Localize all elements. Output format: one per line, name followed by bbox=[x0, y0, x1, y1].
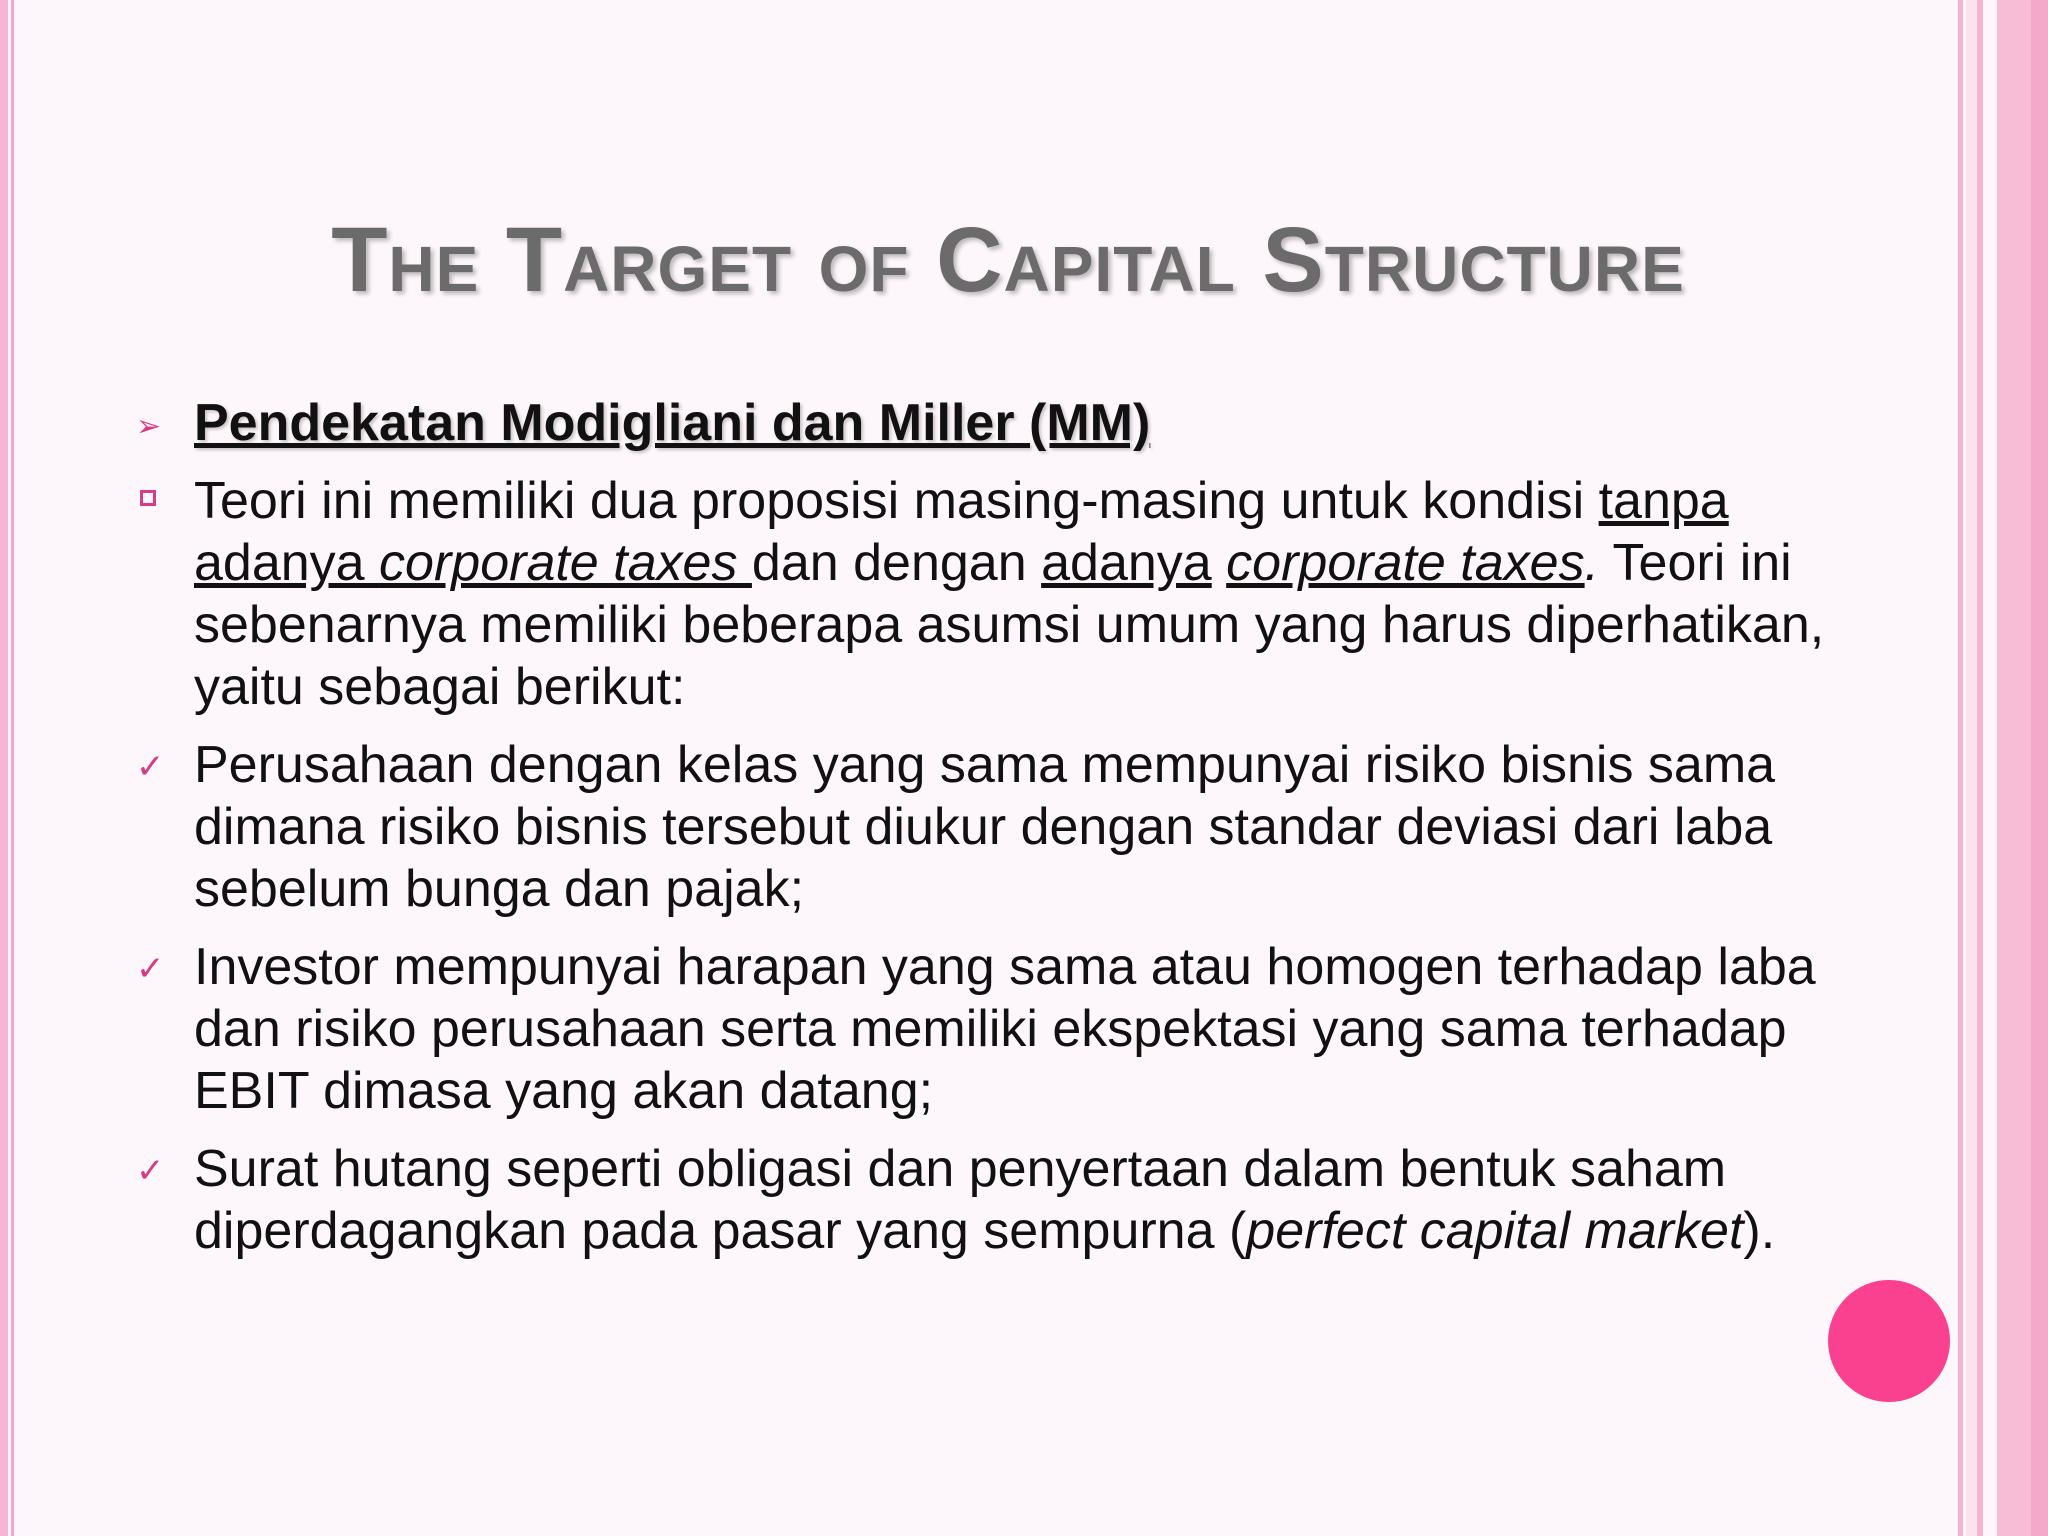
intro-text: . bbox=[1584, 534, 1600, 592]
assumption-term-perfect-capital-market: perfect capital market bbox=[1246, 1202, 1744, 1260]
list-item-assumption bbox=[136, 936, 1896, 1122]
intro-term-corporate-taxes: corporate taxes bbox=[379, 534, 752, 592]
intro-text: Teori ini sebenarnya memiliki beberapa asumsi umum yang harus diperhatikan, yaitu sebagai berikut: bbox=[194, 534, 1825, 716]
intro-term-corporate-taxes: corporate taxes bbox=[1226, 534, 1585, 592]
slide-title: The Target of Capital Structure bbox=[331, 209, 1685, 311]
list-item-assumption bbox=[136, 1138, 1896, 1262]
arrow-bullet-icon: ➢ bbox=[136, 410, 162, 443]
assumption-text: Investor mempunyai harapan yang sama atau homogen terhadap laba dan risiko perusahaan serta memiliki ekspektasi yang sama terhadap EBIT dimasa yang akan datang; bbox=[194, 938, 1816, 1120]
assumption-text: Surat hutang seperti obligasi dan penyertaan dalam bentuk saham diperdagangkan pada pasar yang sempurna ( bbox=[194, 1140, 1727, 1260]
decorative-pink-circle bbox=[1828, 1280, 1950, 1402]
right-border-stripe bbox=[2031, 0, 2048, 1536]
slide-body bbox=[136, 392, 1896, 1278]
check-bullet-icon: ✓ bbox=[136, 748, 165, 786]
intro-underlined-text: tanpa adanya bbox=[194, 472, 1729, 592]
check-bullet-icon: ✓ bbox=[136, 950, 165, 988]
section-heading: Pendekatan Modigliani dan Miller (MM) bbox=[194, 394, 1151, 452]
check-bullet-icon: ✓ bbox=[136, 1152, 165, 1190]
intro-underlined-text: adanya bbox=[1041, 534, 1212, 592]
assumption-text: ). bbox=[1743, 1202, 1776, 1260]
square-bullet-icon bbox=[140, 490, 156, 506]
intro-text bbox=[1212, 534, 1226, 592]
assumption-text: Perusahaan dengan kelas yang sama mempunyai risiko bisnis sama dimana risiko bisnis tersebut diukur dengan standar deviasi dari laba sebelum bunga dan pajak; bbox=[194, 736, 1776, 918]
list-item-assumption bbox=[136, 734, 1896, 920]
list-item-intro bbox=[136, 470, 1896, 718]
list-item-heading bbox=[136, 392, 1896, 454]
intro-text: dan dengan bbox=[751, 534, 1042, 592]
intro-text: Teori ini memiliki dua proposisi masing-masing untuk kondisi bbox=[194, 472, 1599, 530]
